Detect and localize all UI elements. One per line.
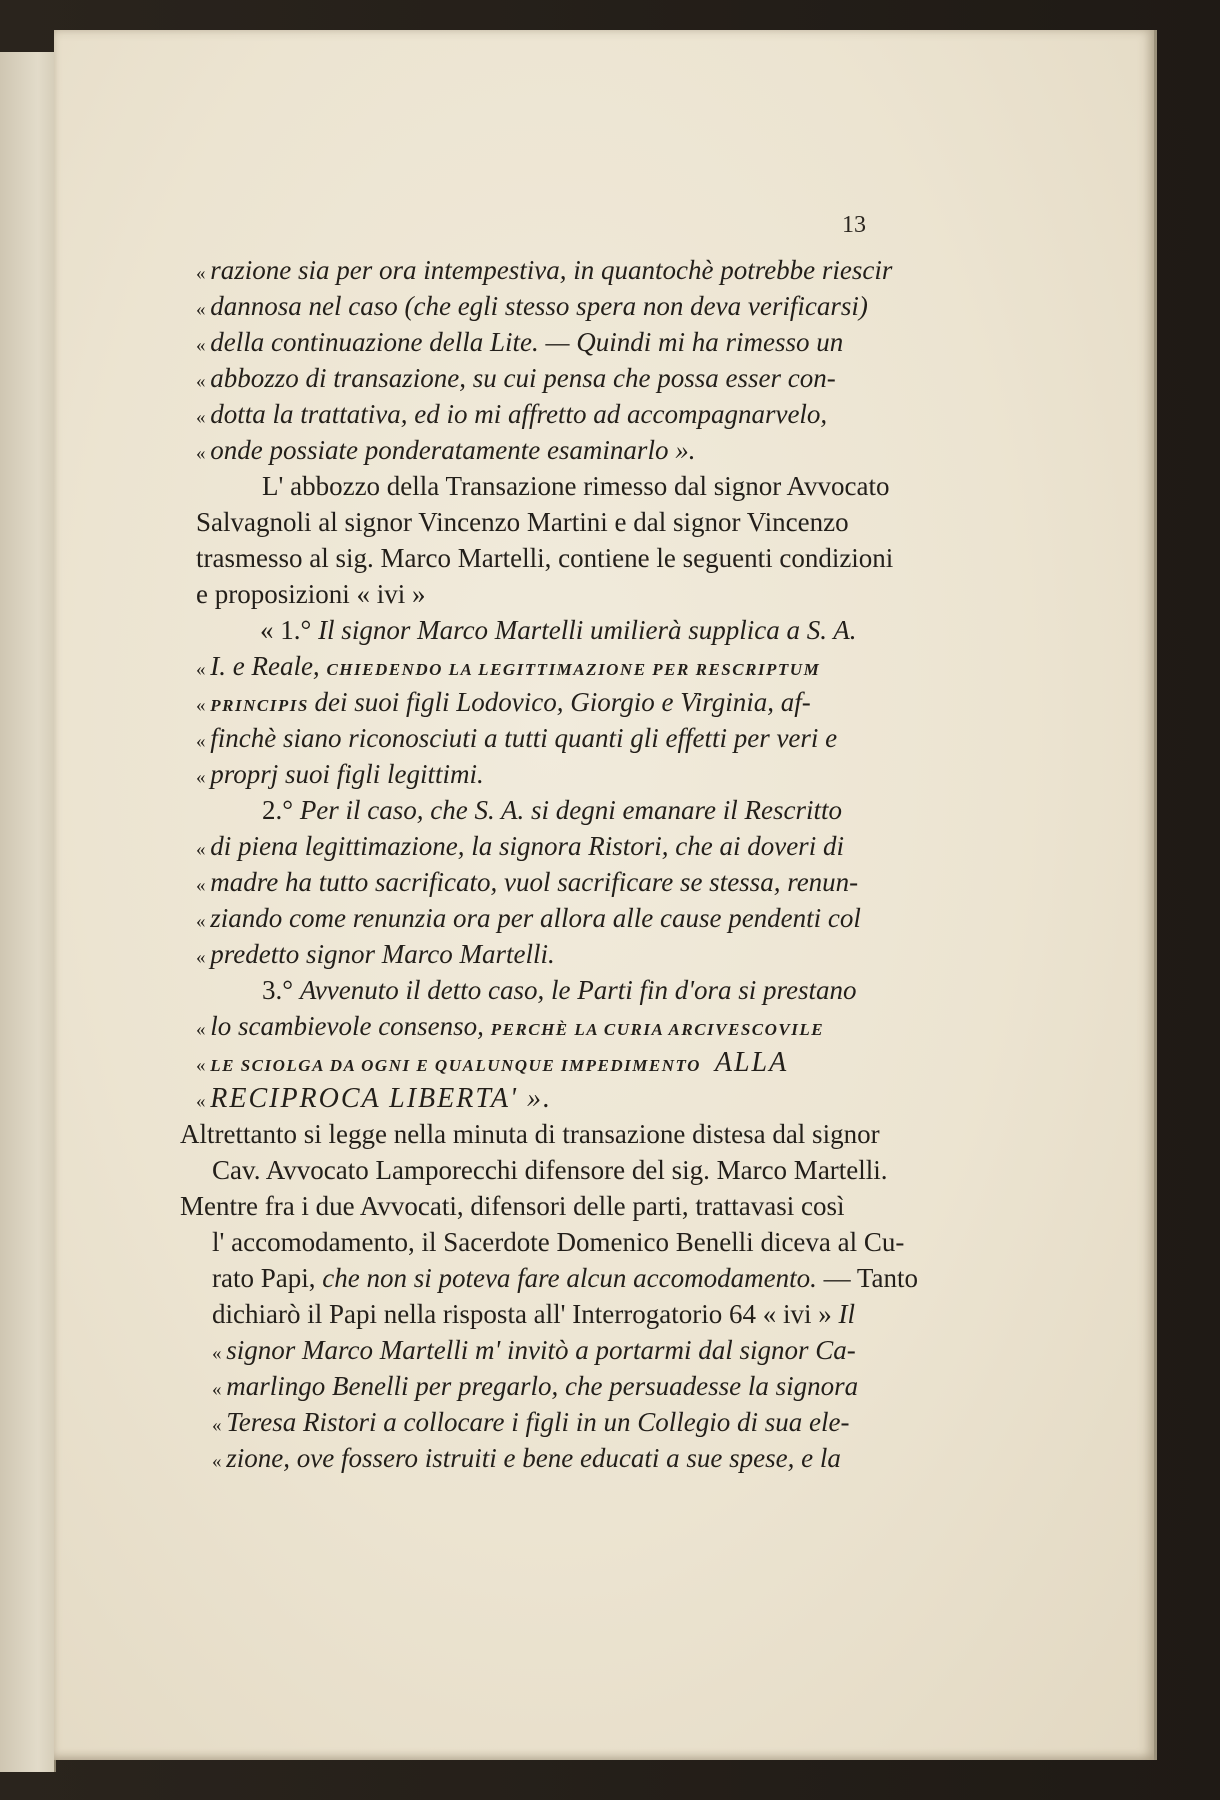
- text-line: « signor Marco Martelli m' invitò a portarmi dal signor Ca-: [212, 1335, 856, 1365]
- text-line: « dotta la trattativa, ed io mi affretto ad accompagnarvelo,: [196, 399, 828, 429]
- text-line: dichiarò il Papi nella risposta all' Interrogatorio 64 « ivi » Il: [212, 1299, 855, 1329]
- text-line: « finchè siano riconosciuti a tutti quanti gli effetti per veri e: [196, 723, 838, 753]
- text-line: « zione, ove fossero istruiti e bene educati a sue spese, e la: [212, 1443, 841, 1473]
- previous-page-edge: [0, 52, 56, 1772]
- text-line: l' accomodamento, il Sacerdote Domenico Benelli diceva al Cu-: [212, 1227, 905, 1257]
- text-line: « proprj suoi figli legittimi.: [196, 759, 484, 789]
- text-line: « lo scambievole consenso, PERCHÈ LA CURIA ARCIVESCOVILE: [196, 1011, 825, 1041]
- text-line: « 1.° Il signor Marco Martelli umilierà supplica a S. A.: [260, 615, 857, 645]
- text-line: « razione sia per ora intempestiva, in quantochè potrebbe riescir: [196, 255, 893, 285]
- text-line: Salvagnoli al signor Vincenzo Martini e dal signor Vincenzo: [196, 507, 849, 537]
- page-number: 13: [842, 212, 866, 238]
- text-line: « PRINCIPIS dei suoi figli Lodovico, Giorgio e Virginia, af-: [196, 687, 811, 717]
- text-line: Cav. Avvocato Lamporecchi difensore del sig. Marco Martelli.: [212, 1155, 888, 1185]
- text-line: « della continuazione della Lite. — Quindi mi ha rimesso un: [196, 327, 844, 357]
- text-line: « predetto signor Marco Martelli.: [196, 939, 555, 969]
- text-line: « madre ha tutto sacrificato, vuol sacrificare se stessa, renun-: [196, 867, 859, 897]
- text-line: « dannosa nel caso (che egli stesso spera non deva verificarsi): [196, 291, 868, 321]
- text-line: 3.° Avvenuto il detto caso, le Parti fin d'ora si prestano: [262, 975, 857, 1005]
- text-line: Altrettanto si legge nella minuta di transazione distesa dal signor: [180, 1119, 880, 1149]
- text-line: rato Papi, che non si poteva fare alcun accomodamento. — Tanto: [212, 1263, 918, 1293]
- text-line: « di piena legittimazione, la signora Ristori, che ai doveri di: [196, 831, 844, 861]
- text-line: L' abbozzo della Transazione rimesso dal signor Avvocato: [262, 471, 890, 501]
- text-line: « ziando come renunzia ora per allora alle cause pendenti col: [196, 903, 861, 933]
- text-line: Mentre fra i due Avvocati, difensori delle parti, trattavasi così: [180, 1191, 845, 1221]
- text-line: 2.° Per il caso, che S. A. si degni emanare il Rescritto: [262, 795, 842, 825]
- text-line: « RECIPROCA LIBERTA' ».: [196, 1083, 552, 1114]
- text-line: e proposizioni « ivi »: [196, 579, 426, 609]
- text-line: « marlingo Benelli per pregarlo, che persuadesse la signora: [212, 1371, 859, 1401]
- text-line: « Teresa Ristori a collocare i figli in un Collegio di sua ele-: [212, 1407, 850, 1437]
- text-line: « I. e Reale, CHIEDENDO LA LEGITTIMAZIONE PER RESCRIPTUM: [196, 651, 821, 681]
- text-line: trasmesso al sig. Marco Martelli, contiene le seguenti condizioni: [196, 543, 894, 573]
- text-line: « LE SCIOLGA DA OGNI E QUALUNQUE IMPEDIMENTO ALLA: [196, 1047, 789, 1078]
- text-line: « abbozzo di transazione, su cui pensa che possa esser con-: [196, 363, 836, 393]
- text-line: « onde possiate ponderatamente esaminarlo ».: [196, 435, 696, 465]
